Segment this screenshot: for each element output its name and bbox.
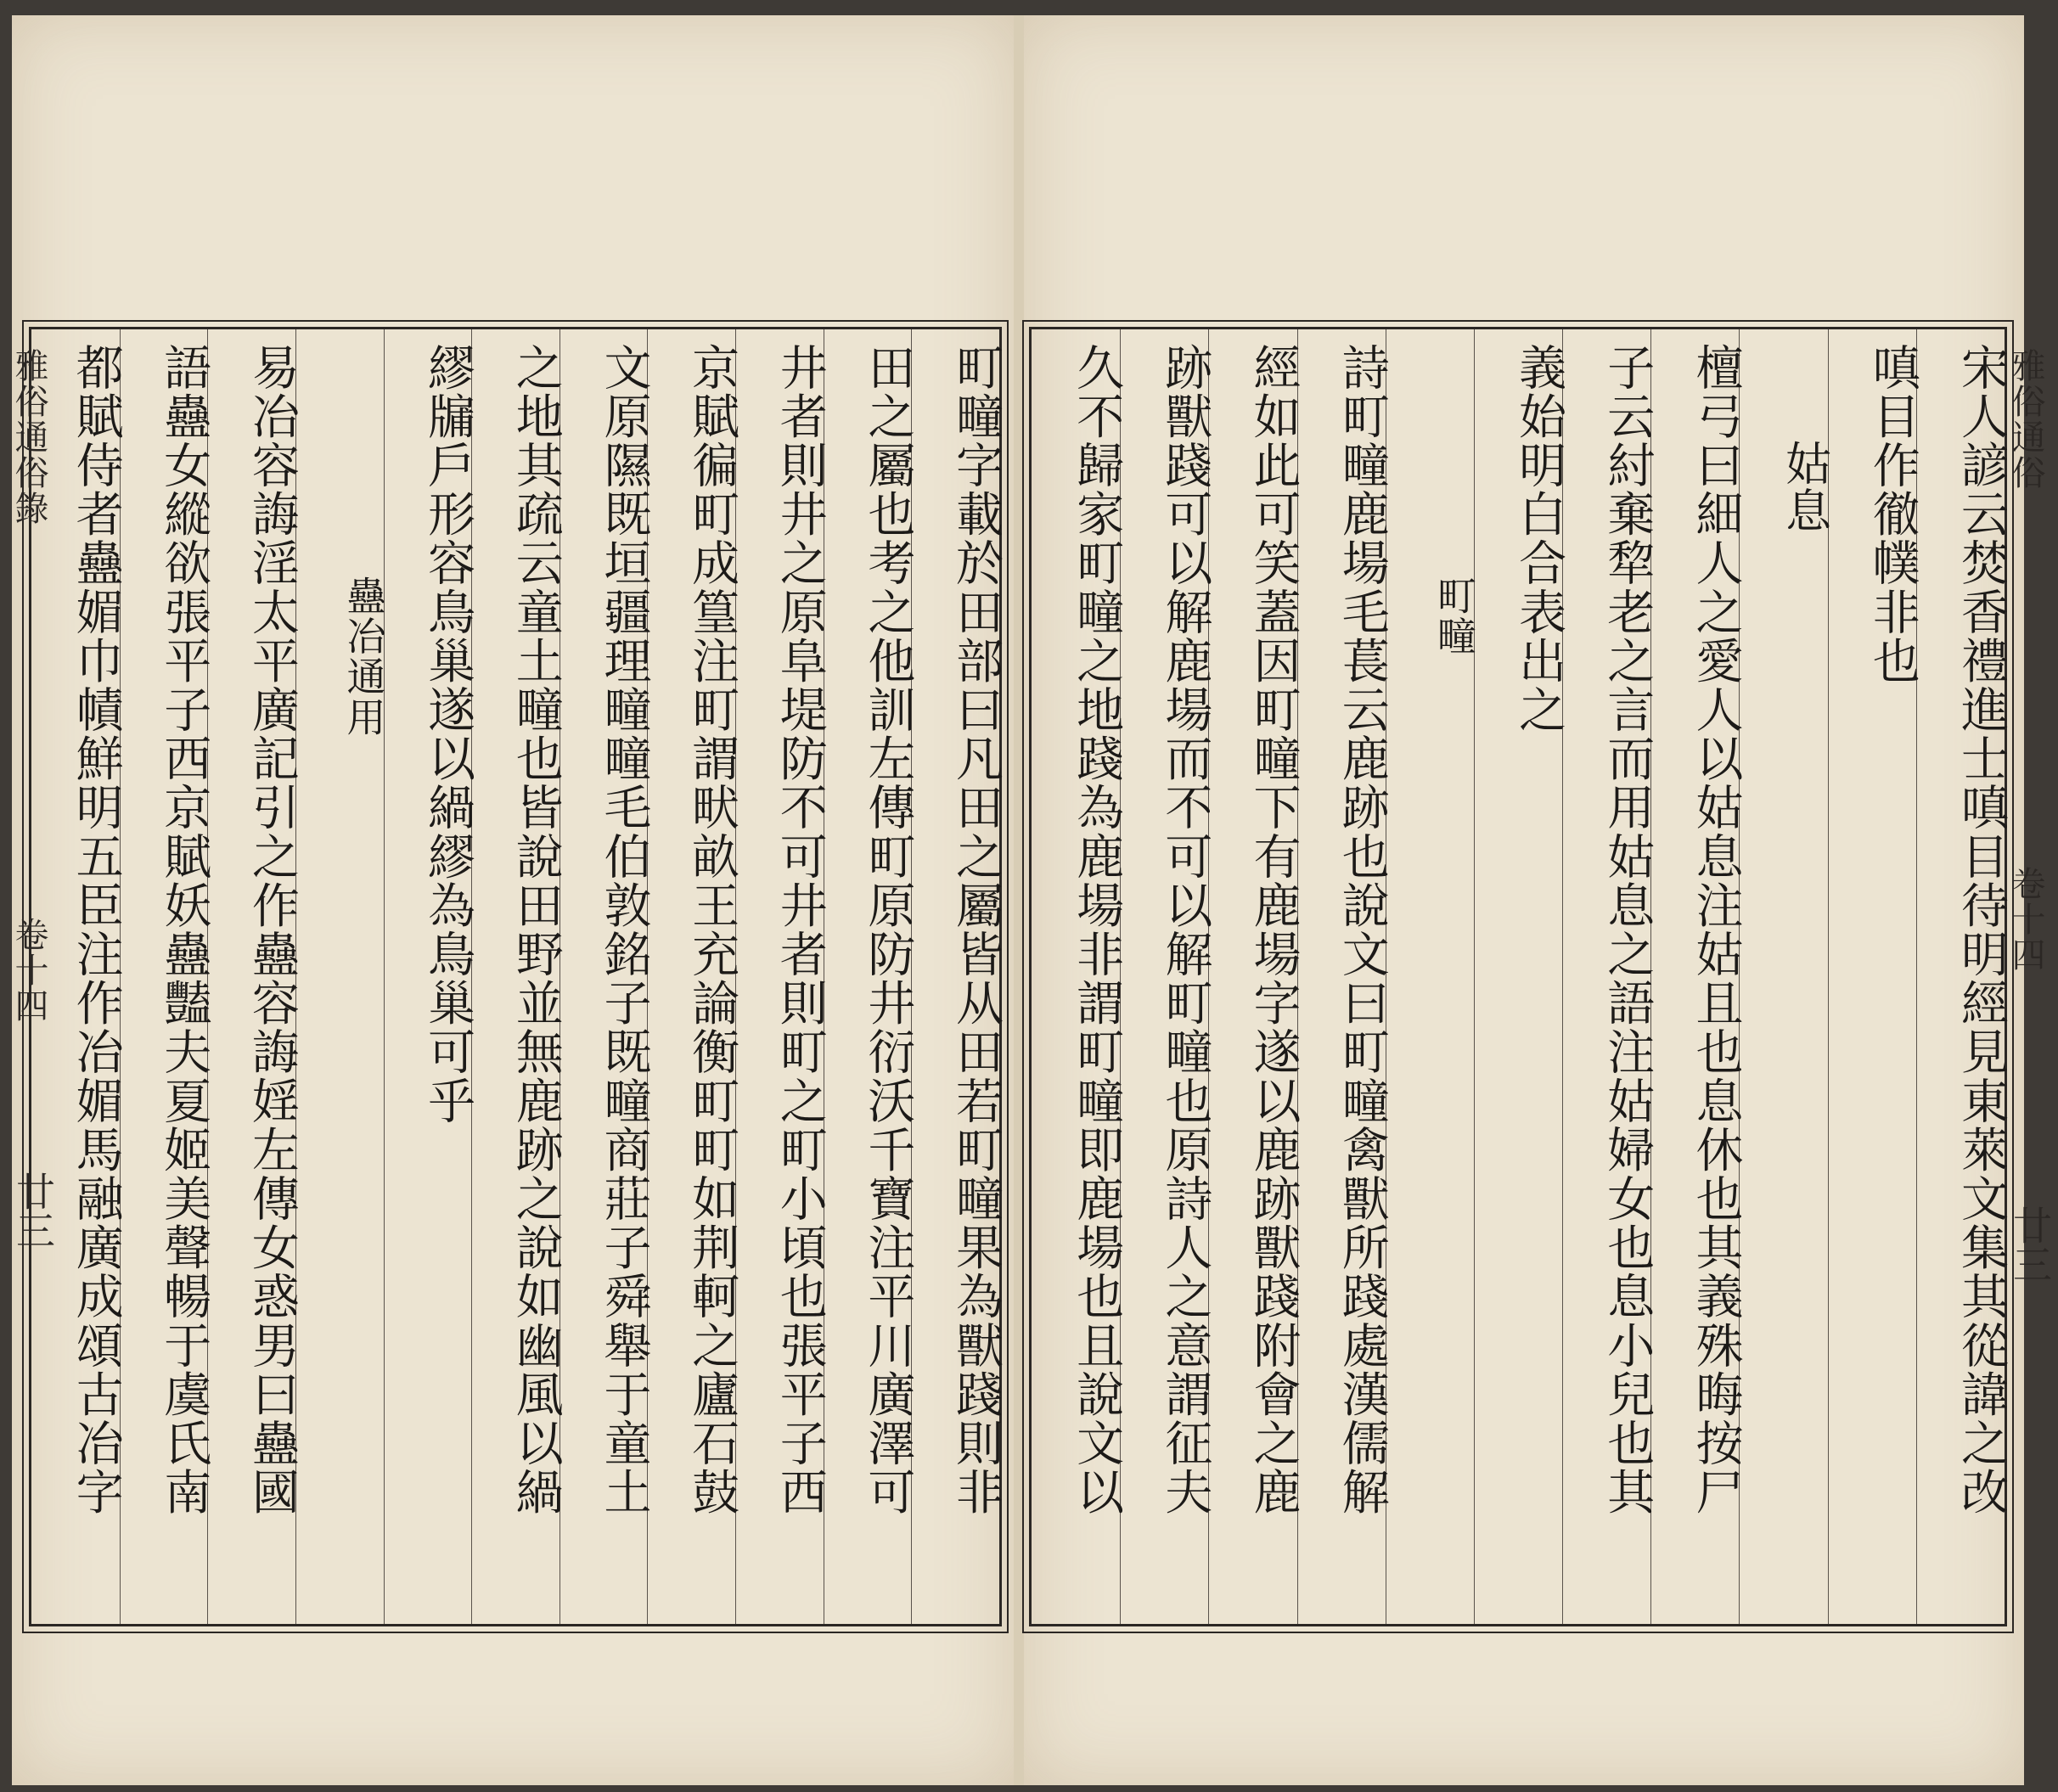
right-column-5 xyxy=(1562,329,1656,1624)
left-margin-title: 雅俗通俗錄 xyxy=(9,348,48,526)
right-column-text: 姑息 xyxy=(1778,440,1832,535)
right-column-2 xyxy=(1828,329,1920,1624)
right-column-8 xyxy=(1297,329,1390,1624)
left-margin-volume: 卷十四 xyxy=(9,917,48,1024)
left-column-text: 之地其疏云童土疃也皆說田野並無鹿跡之說如幽風以緺 xyxy=(508,343,564,1517)
left-margin-page: 廿三 xyxy=(10,1171,56,1250)
right-column-text: 町疃 xyxy=(1431,576,1477,657)
left-column-7 xyxy=(384,329,476,1624)
right-column-9 xyxy=(1208,329,1302,1624)
left-text-frame xyxy=(29,327,1002,1626)
right-column-text: 義始明白合表出之 xyxy=(1511,343,1567,734)
left-column-11 xyxy=(31,329,124,1624)
right-column-text: 子云紂棄犂老之言而用姑息之語注姑婦女也息小兒也其 xyxy=(1600,343,1656,1517)
right-column-text: 檀弓曰細人之愛人以姑息注姑且也息休也其義殊晦按尸 xyxy=(1688,343,1744,1517)
left-column-text: 京賦徧町成篁注町謂畎畝王充論衡町町如荆軻之廬石鼓 xyxy=(684,343,740,1517)
right-margin-title: 雅俗通俗 xyxy=(2006,348,2045,491)
right-margin-volume: 卷十四 xyxy=(2006,866,2045,973)
right-column-11 xyxy=(1032,329,1125,1624)
right-column-1 xyxy=(1916,329,2009,1624)
left-column-text: 井者則井之原阜堤防不可井者則町之町小頃也張平子西 xyxy=(772,343,828,1517)
left-column-8 xyxy=(295,329,387,1624)
left-column-10 xyxy=(120,329,212,1624)
left-column-text: 繆牖戶形容鳥巢遂以緺繆為鳥巢可乎 xyxy=(420,343,476,1126)
left-column-text: 易冶容誨淫太平廣記引之作蠱容誨婬左傳女惑男曰蠱國 xyxy=(244,343,300,1517)
right-column-text: 宋人諺云焚香禮進士嗔目待明經見東萊文集其從諱之改 xyxy=(1953,343,2009,1517)
right-column-text: 經如此可笑蓋因町疃下有鹿場字遂以鹿跡獸踐附會之鹿 xyxy=(1245,343,1302,1517)
left-column-2 xyxy=(824,329,916,1624)
left-column-3 xyxy=(735,329,828,1624)
left-column-text: 町疃字載於田部曰凡田之屬皆从田若町疃果為獸踐則非 xyxy=(947,343,1004,1517)
left-column-5 xyxy=(559,329,652,1624)
right-column-3 xyxy=(1739,329,1832,1624)
right-column-text: 嗔目作徹幞非也 xyxy=(1864,343,1920,686)
right-column-4 xyxy=(1650,329,1744,1624)
right-column-6 xyxy=(1474,329,1567,1624)
left-column-text: 都賦侍者蠱媚巾幘鮮明五臣注作冶媚馬融廣成頌古冶字 xyxy=(68,343,124,1517)
right-text-frame xyxy=(1029,327,2007,1626)
left-column-9 xyxy=(207,329,300,1624)
left-column-1 xyxy=(911,329,1004,1624)
right-column-text: 久不歸家町疃之地踐為鹿場非謂町疃即鹿場也且說文以 xyxy=(1069,343,1125,1517)
book-gutter xyxy=(1014,15,1024,1785)
right-margin-page: 廿三 xyxy=(2007,1205,2053,1284)
left-column-text: 田之屬也考之他訓左傳町原防井衍沃千寶注平川廣澤可 xyxy=(860,343,916,1517)
left-column-text: 文原隰既垣疆理疃疃毛伯敦銘子既疃商莊子舜舉于童土 xyxy=(596,343,652,1517)
right-column-10 xyxy=(1120,329,1213,1624)
right-column-7 xyxy=(1386,329,1477,1624)
right-column-text: 詩町疃鹿場毛萇云鹿跡也說文曰町疃禽獸所踐處漢儒解 xyxy=(1334,343,1390,1517)
right-column-text: 跡獸踐可以解鹿場而不可以解町疃也原詩人之意謂征夫 xyxy=(1157,343,1213,1517)
left-column-text: 蠱冶通用 xyxy=(340,576,387,738)
left-column-6 xyxy=(471,329,564,1624)
left-column-text: 語蠱女縱欲張平子西京賦妖蠱豔夫夏姬美聲暢于虞氏南 xyxy=(156,343,212,1517)
left-column-4 xyxy=(647,329,740,1624)
